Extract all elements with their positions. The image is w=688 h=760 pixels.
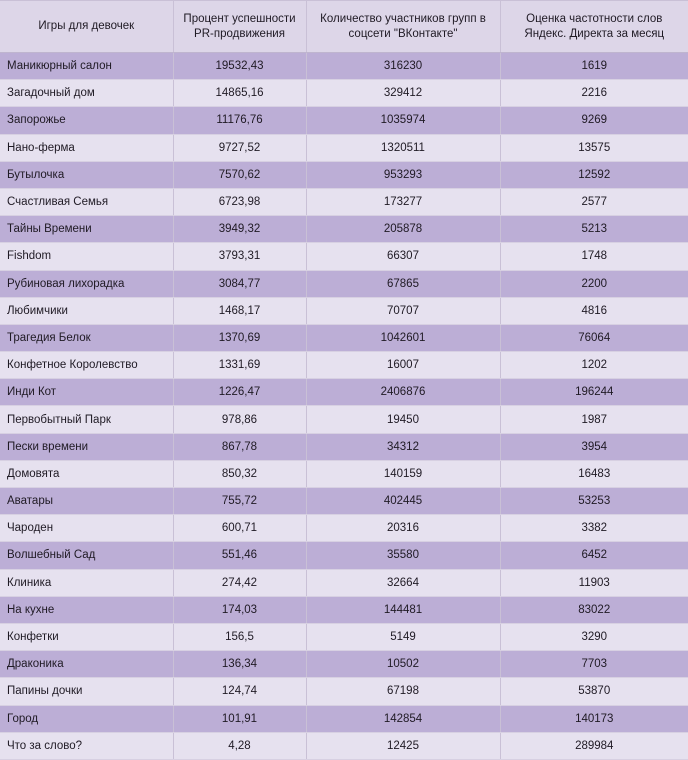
table-row [0, 623, 688, 650]
cell-game-name: Запорожье [0, 107, 173, 134]
cell-yandex-frequency: 4816 [500, 297, 688, 324]
cell-vk-members: 34312 [306, 433, 500, 460]
table-row [0, 324, 688, 351]
cell-vk-members: 2406876 [306, 379, 500, 406]
cell-game-name: На кухне [0, 596, 173, 623]
cell-vk-members: 1320511 [306, 134, 500, 161]
cell-pr-success: 1468,17 [173, 297, 306, 324]
cell-pr-success: 3793,31 [173, 243, 306, 270]
cell-game-name: Загадочный дом [0, 80, 173, 107]
table-row [0, 53, 688, 80]
cell-game-name: Домовята [0, 460, 173, 487]
table-row [0, 243, 688, 270]
cell-pr-success: 755,72 [173, 488, 306, 515]
cell-vk-members: 1042601 [306, 324, 500, 351]
cell-pr-success: 1370,69 [173, 324, 306, 351]
cell-vk-members: 5149 [306, 623, 500, 650]
cell-pr-success: 174,03 [173, 596, 306, 623]
cell-yandex-frequency: 1202 [500, 352, 688, 379]
cell-vk-members: 205878 [306, 216, 500, 243]
cell-vk-members: 16007 [306, 352, 500, 379]
cell-game-name: Трагедия Белок [0, 324, 173, 351]
cell-game-name: Чароден [0, 515, 173, 542]
cell-pr-success: 867,78 [173, 433, 306, 460]
cell-yandex-frequency: 1619 [500, 53, 688, 80]
cell-yandex-frequency: 7703 [500, 651, 688, 678]
table-row [0, 488, 688, 515]
table-row [0, 297, 688, 324]
table-row [0, 569, 688, 596]
table-row [0, 352, 688, 379]
cell-yandex-frequency: 2577 [500, 188, 688, 215]
cell-game-name: Fishdom [0, 243, 173, 270]
header-vk-members: Количество участников групп в соцсети "ВКонтакте" [306, 1, 500, 53]
table-row [0, 270, 688, 297]
cell-vk-members: 20316 [306, 515, 500, 542]
cell-game-name: Конфетное Королевство [0, 352, 173, 379]
cell-pr-success: 156,5 [173, 623, 306, 650]
cell-game-name: Бутылочка [0, 161, 173, 188]
cell-pr-success: 7570,62 [173, 161, 306, 188]
cell-vk-members: 140159 [306, 460, 500, 487]
cell-yandex-frequency: 76064 [500, 324, 688, 351]
cell-yandex-frequency: 13575 [500, 134, 688, 161]
header-yandex-frequency: Оценка частотности слов Яндекс. Директа за месяц [500, 1, 688, 53]
cell-yandex-frequency: 12592 [500, 161, 688, 188]
cell-game-name: Инди Кот [0, 379, 173, 406]
cell-vk-members: 67198 [306, 678, 500, 705]
cell-pr-success: 1331,69 [173, 352, 306, 379]
cell-game-name: Папины дочки [0, 678, 173, 705]
table-row [0, 80, 688, 107]
cell-yandex-frequency: 83022 [500, 596, 688, 623]
games-table [0, 1, 688, 760]
cell-yandex-frequency: 11903 [500, 569, 688, 596]
cell-vk-members: 329412 [306, 80, 500, 107]
cell-yandex-frequency: 2200 [500, 270, 688, 297]
table-row [0, 406, 688, 433]
cell-vk-members: 32664 [306, 569, 500, 596]
cell-game-name: Нано-ферма [0, 134, 173, 161]
cell-game-name: Пески времени [0, 433, 173, 460]
table-body [0, 53, 688, 760]
cell-pr-success: 600,71 [173, 515, 306, 542]
cell-game-name: Маникюрный салон [0, 53, 173, 80]
cell-game-name: Город [0, 705, 173, 732]
cell-vk-members: 66307 [306, 243, 500, 270]
cell-yandex-frequency: 1748 [500, 243, 688, 270]
table-row [0, 678, 688, 705]
cell-game-name: Любимчики [0, 297, 173, 324]
header-pr-success: Процент успешности PR-продвижения [173, 1, 306, 53]
cell-pr-success: 3949,32 [173, 216, 306, 243]
cell-pr-success: 1226,47 [173, 379, 306, 406]
cell-pr-success: 9727,52 [173, 134, 306, 161]
cell-vk-members: 142854 [306, 705, 500, 732]
table-row [0, 379, 688, 406]
cell-vk-members: 173277 [306, 188, 500, 215]
cell-game-name: Рубиновая лихорадка [0, 270, 173, 297]
cell-game-name: Волшебный Сад [0, 542, 173, 569]
cell-vk-members: 1035974 [306, 107, 500, 134]
cell-yandex-frequency: 5213 [500, 216, 688, 243]
header-row [0, 1, 688, 53]
table-row [0, 216, 688, 243]
cell-pr-success: 551,46 [173, 542, 306, 569]
cell-vk-members: 67865 [306, 270, 500, 297]
cell-game-name: Тайны Времени [0, 216, 173, 243]
cell-vk-members: 70707 [306, 297, 500, 324]
cell-pr-success: 274,42 [173, 569, 306, 596]
cell-pr-success: 19532,43 [173, 53, 306, 80]
cell-game-name: Драконика [0, 651, 173, 678]
cell-pr-success: 978,86 [173, 406, 306, 433]
cell-yandex-frequency: 3382 [500, 515, 688, 542]
cell-pr-success: 14865,16 [173, 80, 306, 107]
cell-vk-members: 10502 [306, 651, 500, 678]
cell-pr-success: 3084,77 [173, 270, 306, 297]
cell-vk-members: 12425 [306, 732, 500, 759]
cell-yandex-frequency: 53253 [500, 488, 688, 515]
cell-yandex-frequency: 3290 [500, 623, 688, 650]
cell-pr-success: 11176,76 [173, 107, 306, 134]
cell-pr-success: 6723,98 [173, 188, 306, 215]
cell-vk-members: 144481 [306, 596, 500, 623]
cell-vk-members: 953293 [306, 161, 500, 188]
cell-game-name: Конфетки [0, 623, 173, 650]
table-row [0, 542, 688, 569]
cell-pr-success: 101,91 [173, 705, 306, 732]
cell-game-name: Счастливая Семья [0, 188, 173, 215]
cell-pr-success: 4,28 [173, 732, 306, 759]
cell-yandex-frequency: 140173 [500, 705, 688, 732]
cell-vk-members: 35580 [306, 542, 500, 569]
table-row [0, 596, 688, 623]
table-row [0, 161, 688, 188]
cell-yandex-frequency: 1987 [500, 406, 688, 433]
table-row [0, 433, 688, 460]
table-row [0, 107, 688, 134]
table-row [0, 732, 688, 759]
cell-yandex-frequency: 6452 [500, 542, 688, 569]
cell-vk-members: 402445 [306, 488, 500, 515]
cell-yandex-frequency: 9269 [500, 107, 688, 134]
cell-pr-success: 136,34 [173, 651, 306, 678]
cell-yandex-frequency: 53870 [500, 678, 688, 705]
table-row [0, 705, 688, 732]
cell-game-name: Аватары [0, 488, 173, 515]
cell-pr-success: 850,32 [173, 460, 306, 487]
table-row [0, 515, 688, 542]
cell-game-name: Что за слово? [0, 732, 173, 759]
cell-yandex-frequency: 16483 [500, 460, 688, 487]
cell-vk-members: 19450 [306, 406, 500, 433]
table-row [0, 134, 688, 161]
cell-yandex-frequency: 2216 [500, 80, 688, 107]
cell-pr-success: 124,74 [173, 678, 306, 705]
cell-vk-members: 316230 [306, 53, 500, 80]
table-row [0, 651, 688, 678]
cell-yandex-frequency: 289984 [500, 732, 688, 759]
cell-yandex-frequency: 3954 [500, 433, 688, 460]
table-row [0, 460, 688, 487]
cell-game-name: Первобытный Парк [0, 406, 173, 433]
header-game-name: Игры для девочек [0, 1, 173, 53]
cell-game-name: Клиника [0, 569, 173, 596]
cell-yandex-frequency: 196244 [500, 379, 688, 406]
table-header [0, 1, 688, 53]
table-row [0, 188, 688, 215]
